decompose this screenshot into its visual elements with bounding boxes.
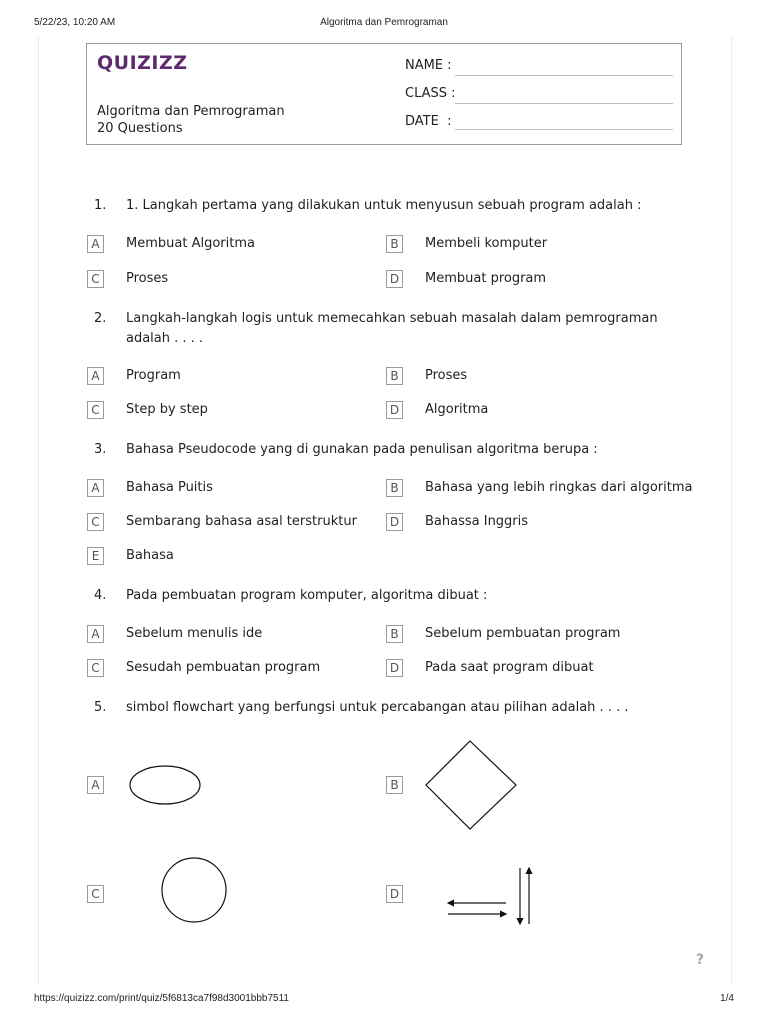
quiz-title: Algoritma dan Pemrograman <box>97 104 285 119</box>
option-text: Sembarang bahasa asal terstruktur <box>126 514 357 529</box>
option-letter-box[interactable]: D <box>386 659 403 677</box>
option-letter-box[interactable]: A <box>87 479 104 497</box>
name-label: NAME : <box>405 58 452 73</box>
question-text: Langkah-langkah logis untuk memecahkan sebuah masalah dalam pemrograman adalah . . . . <box>126 311 658 346</box>
question-number: 3. <box>94 442 107 457</box>
print-footer <box>34 993 734 1007</box>
option-letter-box[interactable]: A <box>87 776 104 794</box>
option-text: Proses <box>126 271 169 286</box>
print-header <box>34 17 734 31</box>
date-field-line[interactable] <box>455 129 673 130</box>
ellipse-icon <box>120 755 210 825</box>
option-letter-box[interactable]: D <box>386 270 403 288</box>
circle-icon <box>150 850 230 930</box>
option-letter-box[interactable]: A <box>87 367 104 385</box>
option-text: Membuat program <box>425 271 547 286</box>
print-timestamp: 5/22/23, 10:20 AM <box>34 17 116 28</box>
option-letter-box[interactable]: C <box>87 885 104 903</box>
question-text: 1. Langkah pertama yang dilakukan untuk menyusun sebuah program adalah : <box>126 198 642 213</box>
question-text: Bahasa Pseudocode yang di gunakan pada penulisan algoritma berupa : <box>126 442 598 457</box>
option-letter-box[interactable]: B <box>386 776 403 794</box>
print-title: Algoritma dan Pemrograman <box>320 17 448 28</box>
question-number: 5. <box>94 700 107 715</box>
option-letter-box[interactable]: E <box>87 547 104 565</box>
question-count: 20 Questions <box>97 121 183 136</box>
quizizz-logo: QUIZIZZ <box>97 52 188 74</box>
option-letter-box[interactable]: C <box>87 401 104 419</box>
name-field-line[interactable] <box>455 75 673 76</box>
question-number: 1. <box>94 198 107 213</box>
option-text: Sebelum pembuatan program <box>425 626 621 641</box>
option-text: Bahasa Puitis <box>126 480 213 495</box>
option-letter-box[interactable]: A <box>87 235 104 253</box>
print-url: https://quizizz.com/print/quiz/5f6813ca7f98d3001bbb7511 <box>34 993 289 1004</box>
option-text: Algoritma <box>425 402 489 417</box>
option-text: Pada saat program dibuat <box>425 660 594 675</box>
option-letter-box[interactable]: D <box>386 401 403 419</box>
worksheet-page <box>38 35 732 985</box>
option-letter-box[interactable]: C <box>87 513 104 531</box>
option-text: Step by step <box>126 402 208 417</box>
option-text: Proses <box>425 368 468 383</box>
option-letter-box[interactable]: D <box>386 513 403 531</box>
option-text: Membeli komputer <box>425 236 548 251</box>
flow-arrows-icon <box>440 862 550 932</box>
question-number: 4. <box>94 588 107 603</box>
question-text: Pada pembuatan program komputer, algoritma dibuat : <box>126 588 488 603</box>
class-field-line[interactable] <box>455 103 673 104</box>
option-text: Sebelum menulis ide <box>126 626 263 641</box>
option-letter-box[interactable]: D <box>386 885 403 903</box>
option-letter-box[interactable]: B <box>386 625 403 643</box>
question-text: simbol flowchart yang berfungsi untuk percabangan atau pilihan adalah . . . . <box>126 700 629 715</box>
page-number: 1/4 <box>720 993 734 1004</box>
option-text: Sesudah pembuatan program <box>126 660 321 675</box>
date-label: DATE : <box>405 114 452 129</box>
diamond-icon <box>418 735 522 835</box>
option-text: Membuat Algoritma <box>126 236 255 251</box>
option-text: Bahassa Inggris <box>425 514 529 529</box>
option-letter-box[interactable]: A <box>87 625 104 643</box>
help-question-icon[interactable]: ? <box>696 952 705 968</box>
option-letter-box[interactable]: C <box>87 270 104 288</box>
quiz-header-box <box>86 43 682 145</box>
question-number: 2. <box>94 311 107 326</box>
option-text: Bahasa <box>126 548 174 563</box>
class-label: CLASS : <box>405 86 456 101</box>
option-letter-box[interactable]: B <box>386 367 403 385</box>
option-letter-box[interactable]: B <box>386 479 403 497</box>
option-text: Bahasa yang lebih ringkas dari algoritma <box>425 480 693 495</box>
option-text: Program <box>126 368 181 383</box>
option-letter-box[interactable]: C <box>87 659 104 677</box>
option-letter-box[interactable]: B <box>386 235 403 253</box>
